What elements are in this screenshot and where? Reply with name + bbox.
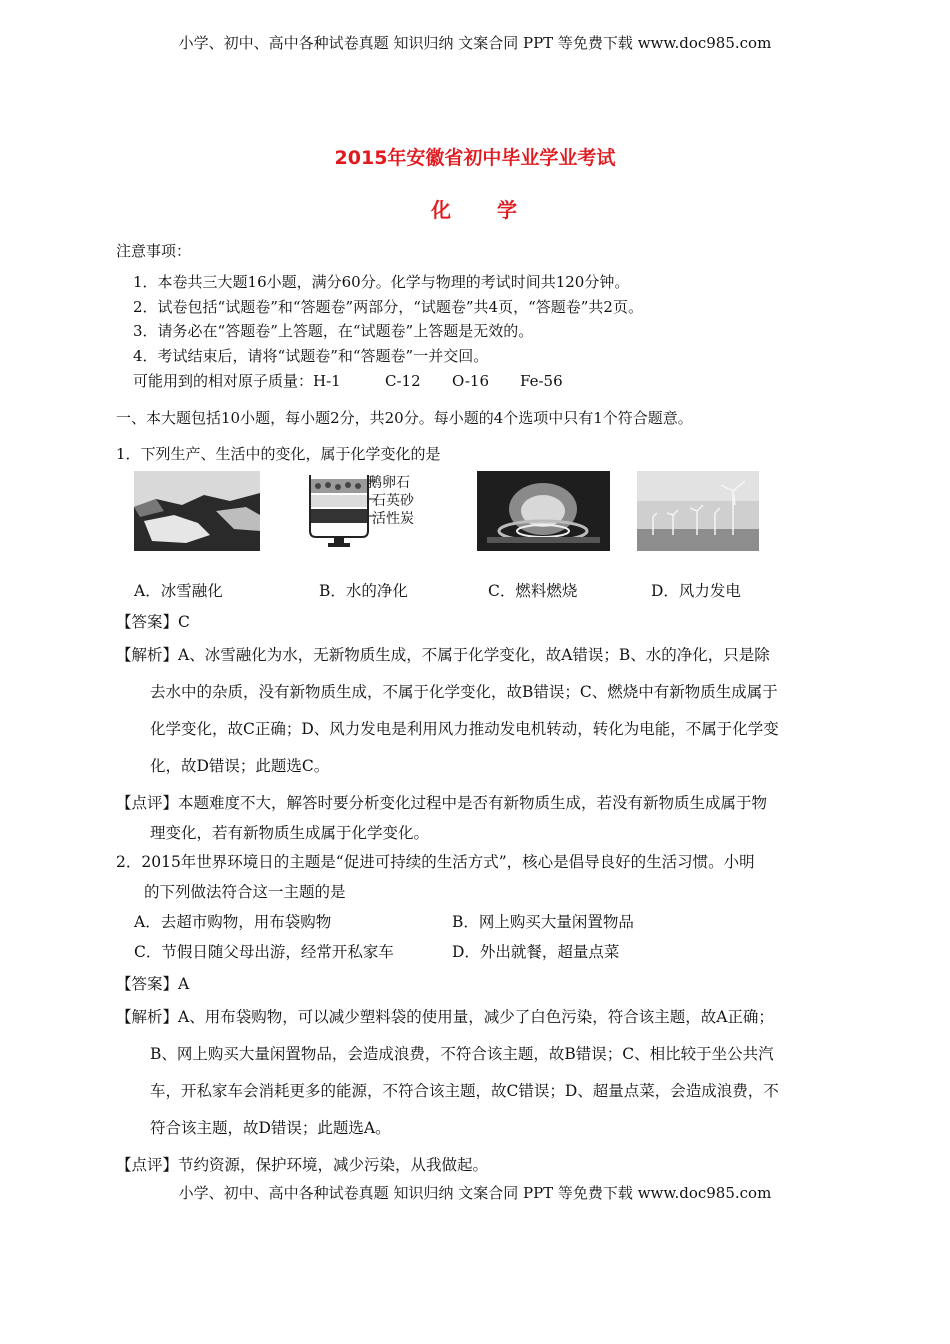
- q2-answer: 【答案】A: [116, 975, 190, 993]
- subject-title: 化 学: [431, 198, 519, 222]
- atomic-mass-c: C-12: [385, 372, 421, 390]
- pebble-label: 鹅卵石: [368, 475, 410, 491]
- q2-analysis-line: 符合该主题，故D错误；此题选A。: [150, 1119, 391, 1137]
- fuel-burning-image: [477, 471, 610, 551]
- q1-option-c: C．燃料燃烧: [488, 582, 578, 600]
- q1-stem: 1．下列生产、生活中的变化，属于化学变化的是: [116, 445, 441, 463]
- q1-analysis-line: 化学变化，故C正确；D、风力发电是利用风力推动发电机转动，转化为电能，不属于化学变: [150, 720, 779, 738]
- note-item: 3．请务必在“答题卷”上答题，在“试题卷”上答题是无效的。: [133, 322, 534, 340]
- section-heading: 一、本大题包括10小题，每小题2分，共20分。每小题的4个选项中只有1个符合题意。: [116, 409, 693, 427]
- atomic-mass-o: O-16: [452, 372, 490, 390]
- q2-comment: 【点评】节约资源，保护环境，减少污染，从我做起。: [116, 1156, 489, 1174]
- note-item: 1．本卷共三大题16小题，满分60分。化学与物理的考试时间共120分钟。: [133, 273, 630, 291]
- footer-banner: 小学、初中、高中各种试卷真题 知识归纳 文案合同 PPT 等免费下载 www.doc985.com: [178, 1184, 772, 1202]
- exam-title: 2015年安徽省初中毕业学业考试: [334, 147, 616, 169]
- q2-option-c: C．节假日随父母出游，经常开私家车: [134, 943, 394, 961]
- q1-analysis-line: 【解析】A、冰雪融化为水，无新物质生成，不属于化学变化，故A错误；B、水的净化，只是除: [116, 646, 770, 664]
- notes-heading: 注意事项：: [116, 242, 192, 260]
- note-item: 4．考试结束后，请将“试题卷”和“答题卷”一并交回。: [133, 347, 489, 365]
- atomic-mass-label: 可能用到的相对原子质量：H-1: [133, 372, 341, 390]
- q1-option-a: A．冰雪融化: [134, 582, 223, 600]
- q2-option-b: B．网上购买大量闲置物品: [452, 913, 634, 931]
- q2-analysis-line: B、网上购买大量闲置物品，会造成浪费，不符合该主题，故B错误；C、相比较于坐公共汽: [150, 1045, 774, 1063]
- header-banner: 小学、初中、高中各种试卷真题 知识归纳 文案合同 PPT 等免费下载 www.doc985.com: [178, 34, 772, 52]
- wind-power-image: [637, 471, 759, 551]
- activated-carbon-label: 活性炭: [372, 511, 414, 527]
- atomic-mass-fe: Fe-56: [520, 372, 563, 390]
- q1-option-d: D．风力发电: [651, 582, 741, 600]
- note-item: 2．试卷包括“试题卷”和“答题卷”两部分，“试题卷”共4页，“答题卷”共2页。: [133, 298, 643, 316]
- q1-analysis-line: 化，故D错误；此题选C。: [150, 757, 330, 775]
- q1-comment-line: 【点评】本题难度不大，解答时要分析变化过程中是否有新物质生成，若没有新物质生成属于物: [116, 794, 768, 812]
- ice-melting-image: [134, 471, 260, 551]
- q2-analysis-line: 车，开私家车会消耗更多的能源，不符合该主题，故C错误；D、超量点菜，会造成浪费，不: [150, 1082, 779, 1100]
- q2-stem-line: 的下列做法符合这一主题的是: [144, 883, 346, 901]
- q2-option-d: D．外出就餐，超量点菜: [452, 943, 620, 961]
- q2-stem-line: 2．2015年世界环境日的主题是“促进可持续的生活方式”，核心是倡导良好的生活习惯。小明: [116, 853, 755, 871]
- q1-comment-line: 理变化，若有新物质生成属于化学变化。: [150, 824, 430, 842]
- q2-option-a: A．去超市购物，用布袋购物: [134, 913, 332, 931]
- q1-analysis-line: 去水中的杂质，没有新物质生成，不属于化学变化，故B错误；C、燃烧中有新物质生成属于: [150, 683, 778, 701]
- quartz-sand-label: 石英砂: [372, 493, 414, 509]
- q1-answer: 【答案】C: [116, 613, 190, 631]
- q2-analysis-line: 【解析】A、用布袋购物，可以减少塑料袋的使用量，减少了白色污染，符合该主题，故A正确；: [116, 1008, 774, 1026]
- q1-option-b: B．水的净化: [319, 582, 408, 600]
